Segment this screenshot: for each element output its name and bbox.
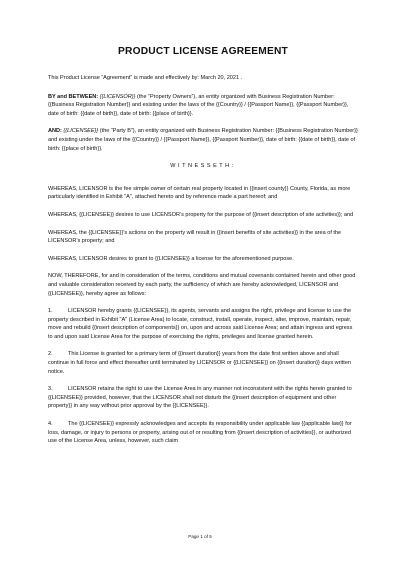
recital-paragraph: WHEREAS, the {{LICENSEE}}’s actions on the property will result in {{insert benefits of site activities}} in the area of the LICENSOR’s property; and [48, 229, 342, 245]
between-label: BY and BETWEEN: [48, 93, 100, 100]
page-number: Page 1 of 5 [188, 534, 212, 539]
agreement-date: March 20, 2021 . [200, 75, 243, 81]
licensor-details: (the “Property Owners”), an entity organized with Business Registration Number: {{Business Registration Number}} and existing under the laws of the {{Country}} / {{Passport Name}}, {{Passport Number}}, date of birth: {{date of birth}}, date of birth: {{place of birth}}. [48, 93, 349, 117]
clause-number: 4. [48, 421, 53, 428]
clause-text: LICENSOR retains the right to use the License Area in any manner not inconsistent with the rights herein granted to {{LICENSEE}} provided, however, that the LICENSOR shall not disturb the {{insert description of equipment and other property}} in any way without prior approval by the {{LICENSEE}}. [48, 386, 352, 410]
document-title: PRODUCT LICENSE AGREEMENT [118, 46, 288, 57]
licensor-party-paragraph [48, 93, 358, 119]
witnesseth-heading: WITNESSETH: [170, 163, 236, 170]
intro-text: This Product License “Agreement” is made and effectively by: [48, 75, 201, 81]
clause-text: LICENSOR hereby grants {{LICENSEE}}, its agents, servants and assigns the right, privilege and license to use the property described in Exhibit "A" (License Area) to locate, construct, install, operate, inspect, alter, improve, maintain, repair, move and rebuild {{insert description of components}} on, upon and across said License Area; and attain ingress and egress to and upon said License Area for the purpose of exercising the rights, privileges and license granted herein. [48, 308, 353, 340]
recital-paragraph: WHEREAS, {{LICENSEE}} desires to use LICENSOR’s property for the purpose of {{insert description of site activities}}; and [48, 211, 354, 218]
recital-paragraph: NOW, THEREFORE, for and in consideration of the terms, conditions and mutual covenants contained herein and other good and valuable consideration received by each party, the sufficiency of which are hereby acknowledged, LICENSOR and {{LICENSEE}}, hereby agree as follows: [48, 273, 356, 297]
clause-text: The {{LICENSEE}} expressly acknowledges and accepts its responsibility under applicable law {{applicable law}} for loss, damage, or injury to persons or property, arising out of or resulting from {{insert description of activities}}, or authorized use of the License Area, unless, however, such claim [48, 421, 352, 445]
recital-paragraph: WHEREAS, LICENSOR is the fee simple owner of certain real property located in {{insert county}} County, Florida, as more particularly identified in Exhibit "A", attached hereto and by reference made a part hereof; and [48, 185, 351, 201]
clause-paragraph [48, 350, 358, 376]
licensee-placeholder: {{LICENSEE}} [63, 128, 99, 135]
document-body [48, 46, 358, 455]
clause-text: This License is granted for a primary term of {{insert duration}} years from the date first written above and shall continue in full force and effect thereafter until terminated by LICENSOR or {{LICENSEE}} on {{insert duration}} days written notice. [48, 351, 351, 375]
clause-paragraph [48, 385, 358, 411]
clause-number: 1. [48, 308, 53, 315]
licensee-party-paragraph [48, 127, 358, 153]
recital-paragraph: WHEREAS, LICENSOR desires to grant to {{LICENSEE}} a license for the aforementioned purpose. [48, 255, 294, 262]
clause-paragraph [48, 307, 358, 341]
intro-paragraph [48, 74, 358, 83]
licensee-details: (the “Party B”), an entity organized with Business Registration Number: {{Business Registration Number}} and existing under the laws of the {{Country}} / {{Passport Name}}, {{Passport Number}}, date of birth: {{date of birth}}, date of birth: {{place of birth}}. [48, 128, 358, 152]
clause-number: 2. [48, 351, 53, 358]
licensor-placeholder: {{LICENSOR}} [99, 93, 136, 100]
clause-number: 3. [48, 386, 53, 393]
clause-paragraph [48, 420, 358, 446]
and-label: AND: [48, 128, 64, 135]
